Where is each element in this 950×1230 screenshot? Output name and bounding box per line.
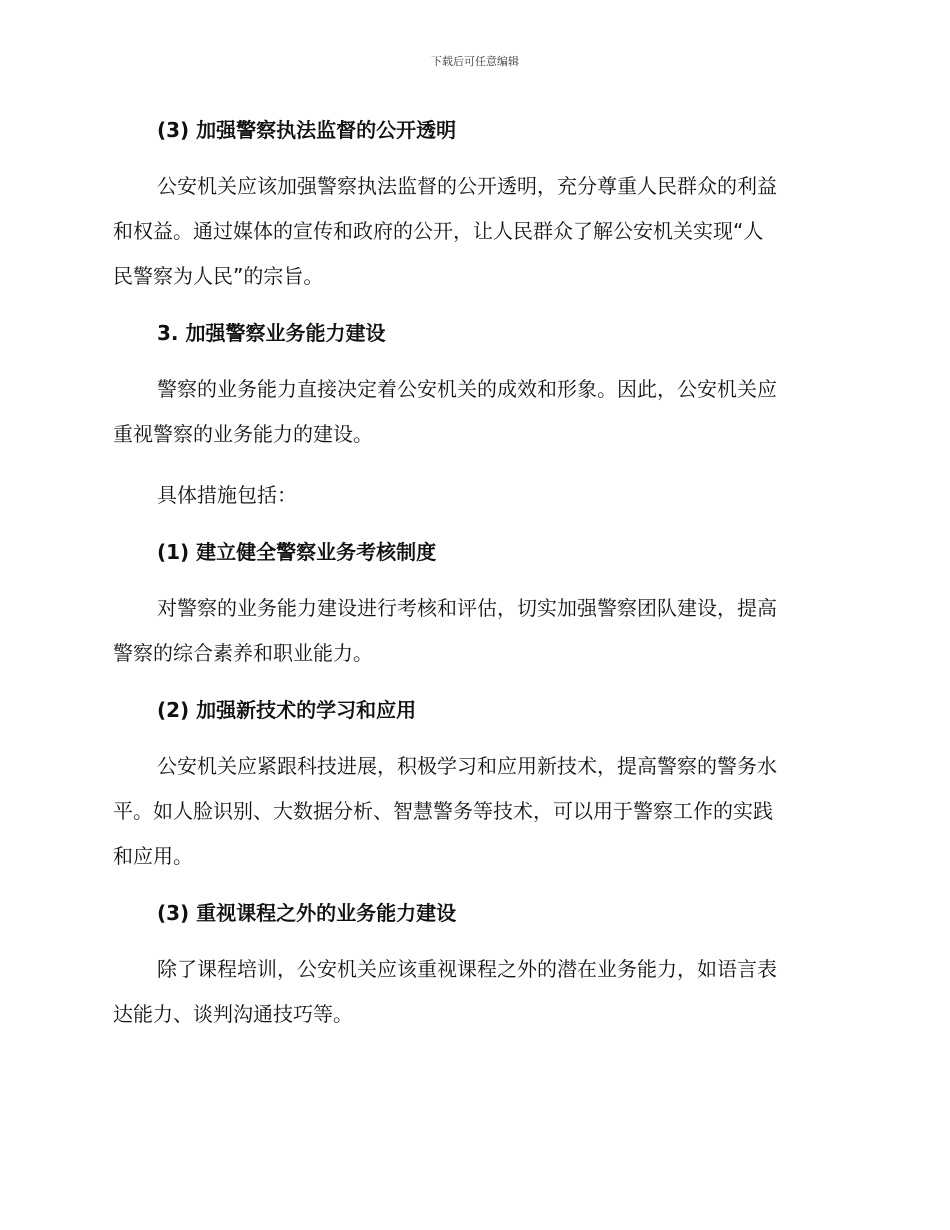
paragraph-line: 达能力、谈判沟通技巧等。 bbox=[113, 1002, 353, 1026]
section-heading: (3) 加强警察执法监督的公开透明 bbox=[157, 118, 457, 142]
paragraph bbox=[113, 586, 833, 676]
paragraph-line: 公安机关应紧跟科技进展，积极学习和应用新技术，提高警察的警务水 bbox=[157, 754, 777, 778]
page-header: 下载后可任意编辑 bbox=[431, 55, 519, 68]
paragraph bbox=[113, 367, 833, 457]
section-heading: 3. 加强警察业务能力建设 bbox=[157, 321, 386, 345]
paragraph-line: 对警察的业务能力建设进行考核和评估，切实加强警察团队建设，提高 bbox=[157, 596, 777, 620]
paragraph-line: 和应用。 bbox=[113, 844, 193, 868]
paragraph bbox=[113, 473, 833, 518]
document-body bbox=[113, 112, 833, 1037]
paragraph-line: 和权益。通过媒体的宣传和政府的公开，让人民群众了解公安机关实现“人 bbox=[113, 219, 764, 243]
paragraph-line: 具体措施包括： bbox=[157, 483, 297, 507]
paragraph-line: 民警察为人民”的宗旨。 bbox=[113, 264, 324, 288]
paragraph bbox=[113, 164, 833, 299]
paragraph bbox=[113, 947, 833, 1037]
paragraph-line: 警察的业务能力直接决定着公安机关的成效和形象。因此，公安机关应 bbox=[157, 377, 777, 401]
paragraph-line: 平。如人脸识别、大数据分析、智慧警务等技术，可以用于警察工作的实践 bbox=[113, 799, 773, 823]
paragraph-line: 重视警察的业务能力的建设。 bbox=[113, 422, 373, 446]
section-heading: (1) 建立健全警察业务考核制度 bbox=[157, 540, 437, 564]
paragraph-line: 除了课程培训，公安机关应该重视课程之外的潜在业务能力，如语言表 bbox=[157, 957, 777, 981]
section-heading: (2) 加强新技术的学习和应用 bbox=[157, 698, 417, 722]
paragraph bbox=[113, 744, 833, 879]
paragraph-line: 警察的综合素养和职业能力。 bbox=[113, 641, 373, 665]
section-heading: (3) 重视课程之外的业务能力建设 bbox=[157, 901, 457, 925]
paragraph-line: 公安机关应该加强警察执法监督的公开透明，充分尊重人民群众的利益 bbox=[157, 174, 777, 198]
